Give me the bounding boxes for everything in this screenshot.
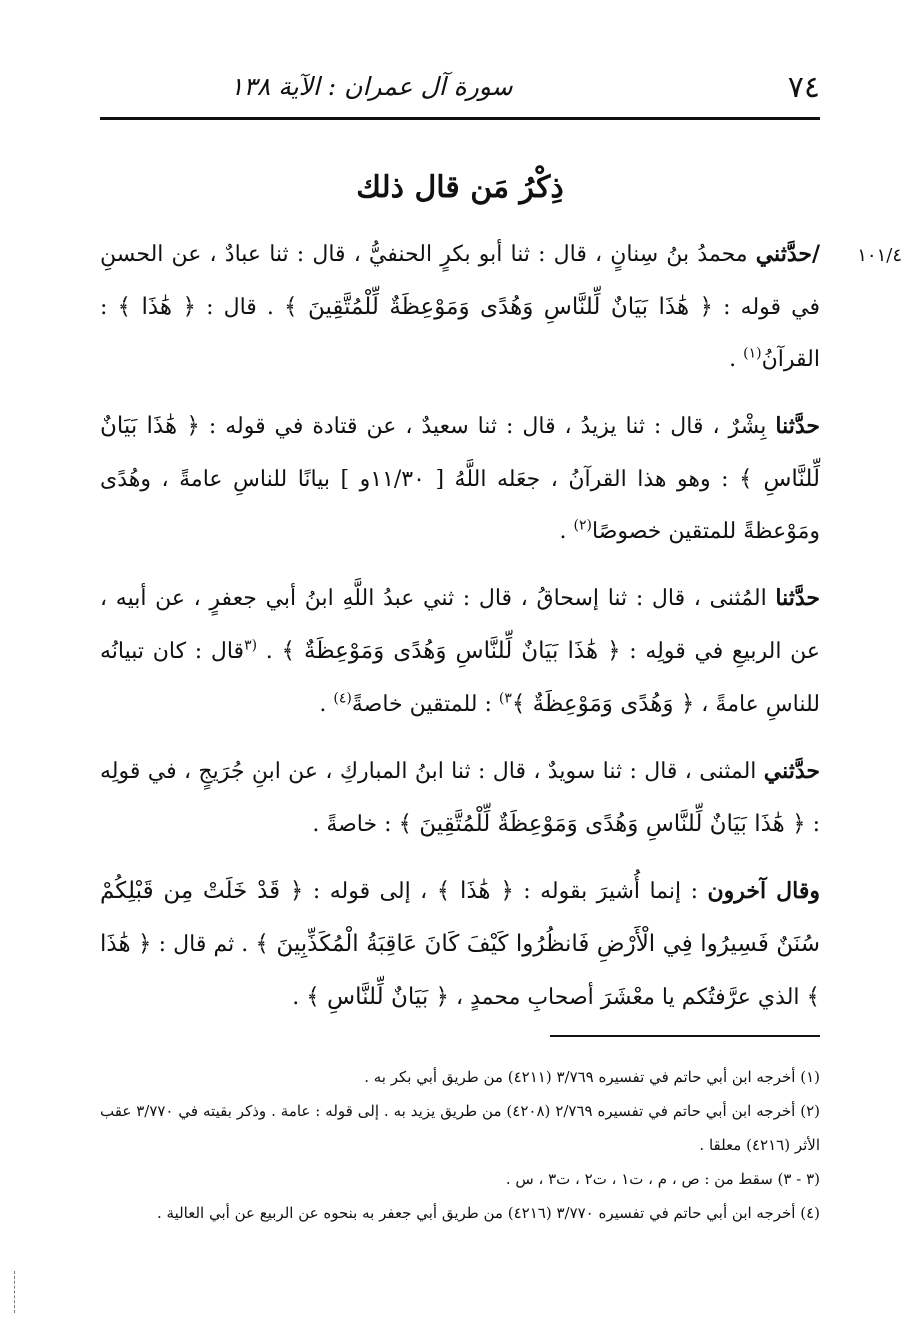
footnote-marker: (٤) — [333, 690, 352, 707]
footnote-2: (٢) أخرجه ابن أبي حاتم في تفسيره ٢/٧٦٩ (٤٢٠٨) من طريق يزيد به . إلى قوله : عامة . وذكر بقيته في ٣/٧٧٠ عقب الأثر (٤٢١٦) معلقا . — [100, 1102, 821, 1154]
paragraph-text: . قال : — [195, 295, 285, 320]
paragraph-text: . — [729, 347, 744, 372]
paragraph-text: . — [257, 639, 282, 664]
paragraph — [100, 228, 820, 386]
paragraph-text: ، إلى قوله : — [303, 879, 437, 904]
paragraph — [100, 865, 820, 1024]
paragraph-lead: حدَّثني — [763, 758, 820, 784]
paragraph-text: : القرآنُ — [100, 295, 820, 372]
paragraph-text: . ثم قال : — [151, 932, 256, 957]
margin-reference: ١٠١/٤ — [857, 245, 902, 266]
paragraph — [100, 572, 820, 731]
quran-verse: ﴿ بَيَانٌ لِّلنَّاسِ ﴾ — [306, 984, 450, 1010]
page-header — [100, 60, 820, 120]
quran-verse: ﴿ هَٰذَا ﴾ — [100, 931, 820, 1010]
paragraph-text: . — [319, 692, 334, 717]
running-title: سورة آل عمران : الآية ١٣٨ — [230, 72, 513, 101]
paragraph-lead: حدَّثنا — [775, 585, 820, 611]
paragraph-text: قال : كان تبيانُه للناسِ عامةً ، — [100, 639, 820, 717]
paragraph-lead: وقال آخرون — [707, 878, 821, 904]
quran-verse: ﴿ وَهُدًى وَمَوْعِظَةٌ ﴾ — [511, 691, 695, 717]
header-rule — [100, 117, 820, 120]
paragraph — [100, 400, 820, 558]
paragraph-text: محمدُ بنُ سِنانٍ ، قال : ثنا أبو بكرٍ الحنفيُّ ، قال : ثنا عبادٌ ، عن الحسنِ في قوله : — [100, 242, 821, 320]
footnotes — [100, 1060, 820, 1230]
paragraph-text: : إنما أُشيرَ بقوله : — [513, 879, 708, 904]
footnote-4: (٤) أخرجه ابن أبي حاتم في تفسيره ٣/٧٧٠ (٤٢١٦) من طريق أبي جعفر به بنحوه عن الربيع عن أبي العالية . — [157, 1204, 820, 1222]
paragraph-text: المثنى ، قال : ثنا سويدٌ ، قال : ثنا ابنُ المباركِ ، عن ابنِ جُرَيجٍ ، في قولِه : — [100, 759, 820, 837]
paragraph-text: الذي عرَّفتُكم يا معْشَرَ أصحابِ محمدٍ ، — [449, 985, 807, 1010]
paragraph-text: : وهو هذا القرآنُ ، جعَله اللَّهُ [ ١١/٣٠و ] بيانًا للناسِ عامةً ، وهُدًى ومَوْعظةً للمتقين خصوصًا — [100, 467, 820, 544]
scan-edge-mark — [14, 1271, 16, 1313]
quran-verse: ﴿ هَٰذَا بَيَانٌ لِّلنَّاسِ ﴾ — [100, 413, 820, 492]
paragraph-text: المُثنى ، قال : ثنا إسحاقُ ، قال : ثني عبدُ اللَّهِ ابنُ أبي جعفرٍ ، عن أبيه ، عن الربيعِ في قولِه : — [100, 586, 821, 664]
paragraph-text: : خاصةً . — [312, 812, 399, 837]
footnote-3: (٣ - ٣) سقط من : ص ، م ، ت١ ، ت٢ ، ت٣ ، س . — [505, 1170, 820, 1188]
footnote-1: (١) أخرجه ابن أبي حاتم في تفسيره ٣/٧٦٩ (٤٢١١) من طريق أبي بكر به . — [364, 1068, 820, 1086]
main-text — [100, 228, 820, 1038]
section-title: ذِكْرُ مَن قال ذلك — [356, 170, 564, 205]
footnote-marker: (٣ — [244, 637, 258, 654]
footnote-marker: (٢) — [573, 517, 592, 534]
footnote-marker: ٣) — [498, 690, 512, 707]
paragraph-text: . — [292, 985, 307, 1010]
quran-verse: ﴿ قَدْ خَلَتْ مِن قَبْلِكُمْ سُنَنٌ فَسِيرُوا فِي الْأَرْضِ فَانظُرُوا كَيْفَ كَانَ عَاقِبَةُ الْمُكَذِّبِينَ ﴾ — [100, 878, 820, 957]
footnote-rule — [550, 1035, 820, 1037]
paragraph-lead: /حدَّثني — [755, 241, 820, 267]
page-number: ٧٤ — [787, 70, 820, 105]
footnote-marker: (١) — [743, 345, 762, 362]
quran-verse: ﴿ هَٰذَا بَيَانٌ لِّلنَّاسِ وَهُدًى وَمَوْعِظَةٌ لِّلْمُتَّقِينَ ﴾ — [398, 811, 806, 837]
quran-verse: ﴿ هَٰذَا بَيَانٌ لِّلنَّاسِ وَهُدًى وَمَوْعِظَةٌ ﴾ — [281, 638, 621, 664]
quran-verse: ﴿ هَٰذَا ﴾ — [117, 294, 196, 320]
paragraph — [100, 745, 820, 851]
paragraph-lead: حدَّثنا — [775, 413, 820, 439]
paragraph-text: بِشْرٌ ، قال : ثنا يزيدُ ، قال : ثنا سعيدٌ ، عن قتادة في قوله : — [199, 414, 776, 439]
quran-verse: ﴿ هَٰذَا ﴾ — [436, 878, 514, 904]
paragraph-text: . — [559, 519, 574, 544]
paragraph-text: : للمتقين خاصةً — [351, 692, 499, 717]
quran-verse: ﴿ هَٰذَا بَيَانٌ لِّلنَّاسِ وَهُدًى وَمَوْعِظَةٌ لِّلْمُتَّقِينَ ﴾ — [284, 294, 714, 320]
